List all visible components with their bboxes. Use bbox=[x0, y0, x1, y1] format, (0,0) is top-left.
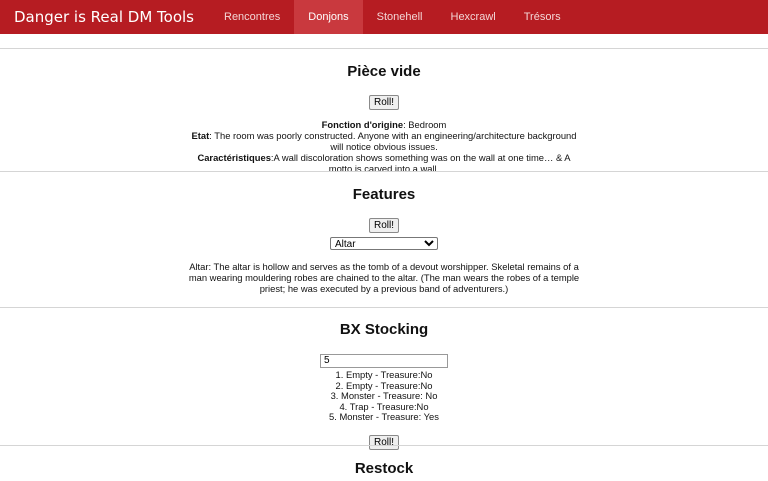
characteristics-value: :A wall discoloration shows something was on the wall at one time… & A motto is carved into a wall. bbox=[270, 152, 571, 174]
restock-title: Restock bbox=[354, 460, 414, 477]
empty-room-section bbox=[0, 48, 768, 172]
features-roll-button[interactable]: Roll! bbox=[369, 218, 399, 233]
features-description: Altar: The altar is hollow and serves as the tomb of a devout worshipper. Skeletal remains of a man wearing mouldering robes are chained to the altar. (The man wears the robes of a temple priest; he was executed by a previous band of adventurers.) bbox=[188, 261, 580, 294]
state-value: : The room was poorly constructed. Anyone with an engineering/architecture background will notice obvious issues. bbox=[209, 130, 577, 152]
restock-section bbox=[0, 445, 768, 481]
empty-room-title: Pièce vide bbox=[347, 63, 421, 80]
state-line bbox=[186, 130, 582, 152]
empty-room-roll-button[interactable]: Roll! bbox=[369, 95, 399, 110]
list-item: 2. Empty - Treasure:No bbox=[335, 379, 433, 391]
origin-function-label: Fonction d'origine bbox=[321, 119, 404, 130]
nav-item-stonehell[interactable]: Stonehell bbox=[376, 11, 423, 23]
bx-stocking-title: BX Stocking bbox=[339, 321, 429, 338]
list-item: 1. Empty - Treasure:No bbox=[335, 369, 433, 380]
list-item: 5. Monster - Treasure: Yes bbox=[329, 411, 439, 423]
nav-item-rencontres[interactable]: Rencontres bbox=[224, 11, 281, 23]
features-section bbox=[0, 171, 768, 308]
stocking-results-list bbox=[0, 370, 768, 423]
nav-item-tresors[interactable]: Trésors bbox=[523, 11, 561, 23]
nav-item-donjons[interactable]: Donjons bbox=[294, 0, 362, 34]
list-item: 3. Monster - Treasure: No bbox=[330, 390, 438, 402]
room-count-input[interactable] bbox=[320, 354, 448, 368]
bx-stocking-section bbox=[0, 307, 768, 446]
features-select[interactable] bbox=[330, 237, 438, 250]
origin-function-value: : Bedroom bbox=[403, 119, 447, 130]
brand-title[interactable]: Danger is Real DM Tools bbox=[14, 8, 194, 26]
list-item: 4. Trap - Treasure:No bbox=[339, 400, 429, 412]
origin-function-line bbox=[186, 119, 582, 130]
bx-stocking-roll-button[interactable]: Roll! bbox=[369, 435, 399, 450]
top-navbar bbox=[0, 0, 768, 34]
empty-room-result bbox=[186, 119, 582, 174]
state-label: Etat bbox=[191, 130, 210, 141]
characteristics-label: Caractéristiques bbox=[197, 152, 271, 163]
nav-item-hexcrawl[interactable]: Hexcrawl bbox=[450, 11, 496, 23]
features-title: Features bbox=[352, 186, 416, 203]
